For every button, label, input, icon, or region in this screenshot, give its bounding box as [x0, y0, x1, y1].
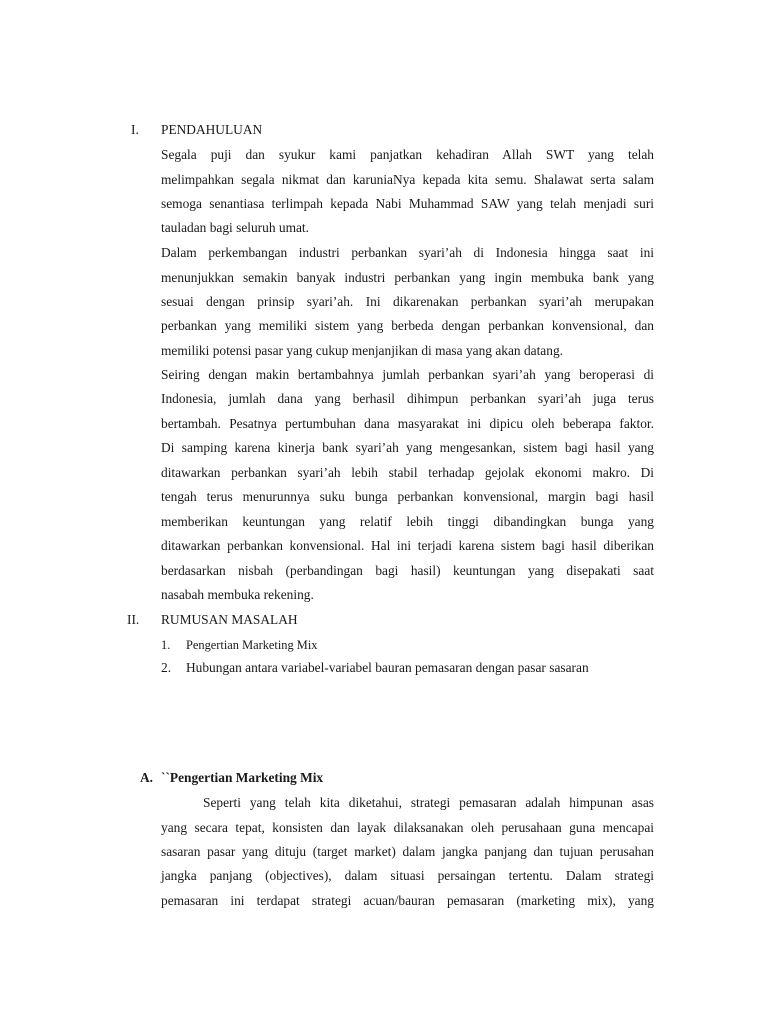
- list-item: Hubungan antara variabel-variabel bauran pemasaran dengan pasar sasaran: [186, 660, 589, 675]
- text-line: menunjukkan semakin banyak industri perbankan yang ingin membuka bank yang: [161, 270, 654, 285]
- text-line: Dalam perkembangan industri perbankan syari’ah di Indonesia hingga saat ini: [161, 245, 654, 260]
- text-line: ditawarkan perbankan konvensional. Hal ini terjadi karena sistem bagi hasil diberikan: [161, 538, 654, 553]
- section-heading: RUMUSAN MASALAH: [161, 612, 298, 627]
- text-line: ditawarkan perbankan syari’ah lebih stabil terhadap gejolak ekonomi makro. Di: [161, 465, 654, 480]
- text-line: memberikan keuntungan yang relatif lebih tinggi dibandingkan bunga yang: [161, 514, 654, 529]
- list-number: 1.: [161, 638, 171, 652]
- list-item: Pengertian Marketing Mix: [186, 638, 318, 652]
- text-line: Seperti yang telah kita diketahui, strategi pemasaran adalah himpunan asas: [203, 795, 654, 810]
- text-line: Indonesia, jumlah dana yang berhasil dihimpun perbankan syari’ah juga terus: [161, 391, 654, 406]
- text-line: Seiring dengan makin bertambahnya jumlah perbankan syari’ah yang beroperasi di: [161, 367, 654, 382]
- text-line: jangka panjang (objectives), dalam situasi persaingan tertentu. Dalam strategi: [161, 868, 654, 883]
- text-line: tengah terus menurunnya suku bunga perbankan konvensional, margin bagi hasil: [161, 489, 654, 504]
- list-number: 2.: [161, 660, 172, 675]
- text-line: pemasaran ini terdapat strategi acuan/bauran pemasaran (marketing mix), yang: [161, 893, 654, 908]
- text-line: Di samping karena kinerja bank syari’ah yang mengesankan, sistem bagi hasil yang: [161, 440, 654, 455]
- section-heading: PENDAHULUAN: [161, 122, 263, 137]
- text-line: yang secara tepat, konsisten dan layak dilaksanakan oleh perusahaan guna mencapai: [161, 820, 654, 835]
- text-line: sasaran pasar yang dituju (target market) dalam jangka panjang dan tujuan perusahan: [161, 844, 654, 859]
- text-line: sesuai dengan prinsip syari’ah. Ini dikarenakan perbankan syari’ah merupakan: [161, 294, 654, 309]
- section-number: II.: [127, 612, 140, 627]
- subsection-label: A.: [140, 770, 154, 785]
- subsection-heading: ``Pengertian Marketing Mix: [161, 770, 324, 785]
- text-line: bertambah. Pesatnya pertumbuhan dana masyarakat ini dipicu oleh beberapa faktor.: [161, 416, 654, 431]
- text-line: nasabah membuka rekening.: [161, 587, 314, 602]
- text-line: memiliki potensi pasar yang cukup menjanjikan di masa yang akan datang.: [161, 343, 563, 358]
- text-line: semoga senantiasa terlimpah kepada Nabi Muhammad SAW yang telah menjadi suri: [161, 196, 654, 211]
- text-line: melimpahkan segala nikmat dan karuniaNya kepada kita semu. Shalawat serta salam: [161, 172, 654, 187]
- text-line: Segala puji dan syukur kami panjatkan kehadiran Allah SWT yang telah: [161, 147, 654, 162]
- text-line: berdasarkan nisbah (perbandingan bagi hasil) keuntungan yang disepakati saat: [161, 563, 654, 578]
- section-number: I.: [131, 122, 139, 137]
- text-line: perbankan yang memiliki sistem yang berbeda dengan perbankan konvensional, dan: [161, 318, 654, 333]
- text-line: tauladan bagi seluruh umat.: [161, 220, 309, 235]
